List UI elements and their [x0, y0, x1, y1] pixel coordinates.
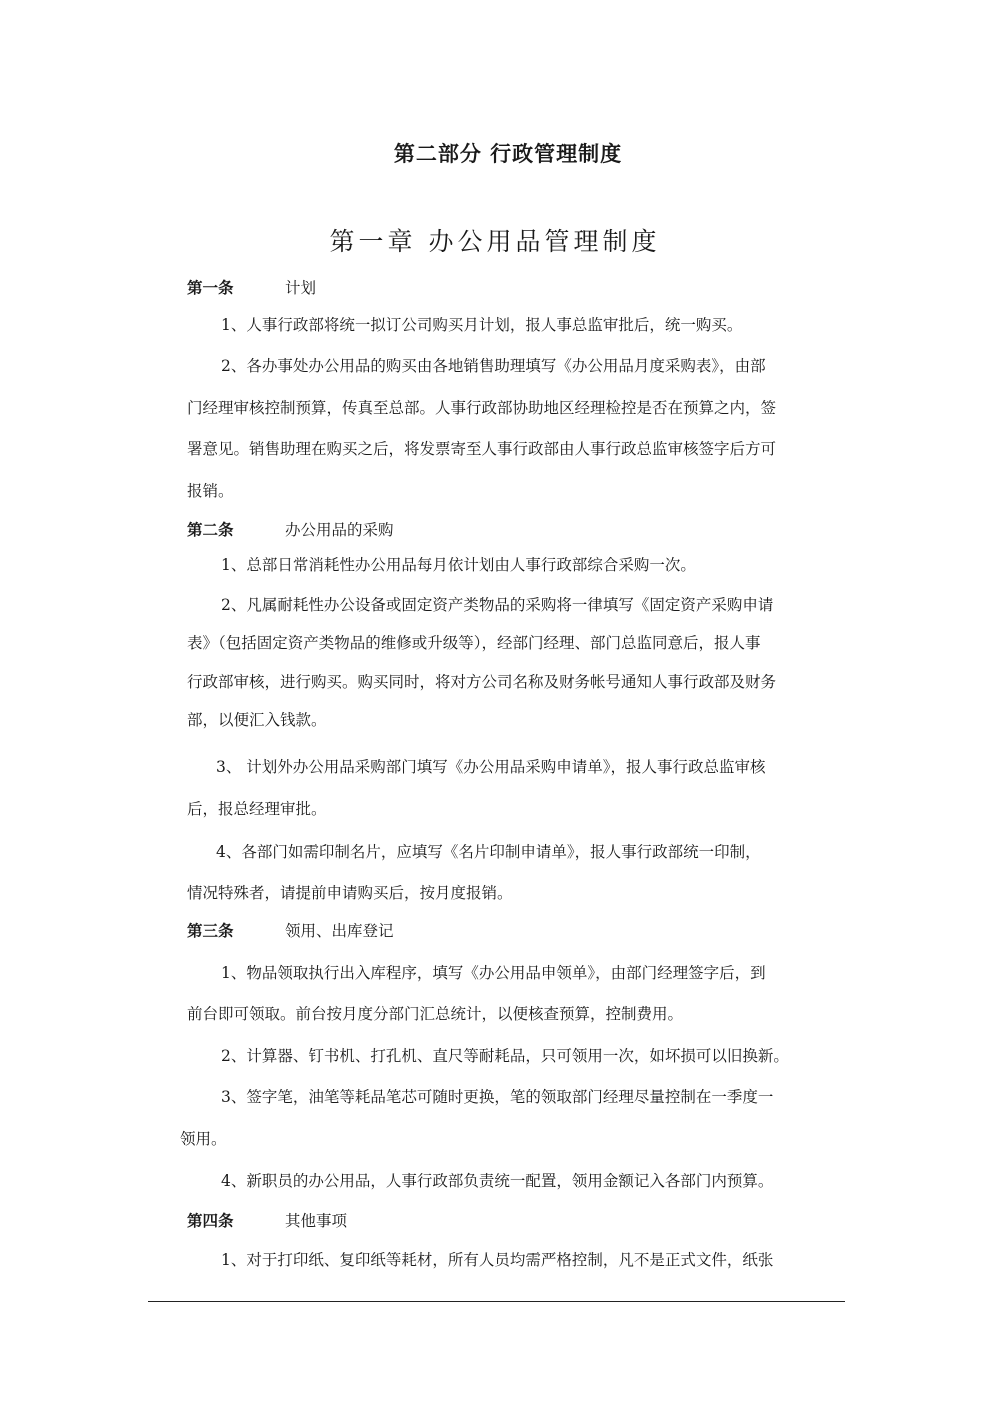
body-line: 2、凡属耐耗性办公设备或固定资产类物品的采购将一律填写《固定资产采购申请 — [221, 596, 774, 614]
body-line: 3、 计划外办公用品采购部门填写《办公用品采购申请单》，报人事行政总监审核 — [216, 758, 766, 776]
body-line: 情况特殊者，请提前申请购买后，按月度报销。 — [187, 884, 513, 902]
article-number: 第一条 — [187, 278, 234, 297]
body-line: 后，报总经理审批。 — [187, 800, 327, 818]
article-title: 领用、出库登记 — [285, 922, 394, 940]
article-number: 第四条 — [187, 1211, 234, 1230]
article-number: 第二条 — [187, 520, 234, 539]
article-title: 计划 — [285, 279, 317, 297]
article-title: 其他事项 — [285, 1212, 348, 1230]
body-line: 行政部审核，进行购买。购买同时，将对方公司名称及财务帐号通知人事行政部及财务 — [187, 673, 777, 691]
body-line: 4、各部门如需印制名片，应填写《名片印制申请单》，报人事行政部统一印制， — [216, 843, 761, 861]
body-line: 前台即可领取。前台按月度分部门汇总统计，以便核查预算，控制费用。 — [187, 1005, 684, 1023]
part-title: 第二部分 行政管理制度 — [393, 142, 623, 166]
article-title: 办公用品的采购 — [285, 521, 394, 539]
body-line: 1、对于打印纸、复印纸等耗材，所有人员均需严格控制，凡不是正式文件，纸张 — [221, 1251, 774, 1269]
body-line: 4、新职员的办公用品，人事行政部负责统一配置，领用金额记入各部门内预算。 — [221, 1172, 774, 1190]
body-line: 表》（包括固定资产类物品的维修或升级等），经部门经理、部门总监同意后，报人事 — [187, 634, 761, 652]
body-line: 门经理审核控制预算，传真至总部。人事行政部协助地区经理检控是否在预算之内，签 — [187, 399, 777, 417]
body-line: 领用。 — [180, 1130, 227, 1148]
body-line: 1、物品领取执行出入库程序，填写《办公用品申领单》，由部门经理签字后，到 — [221, 964, 766, 982]
chapter-title: 第一章 办公用品管理制度 — [329, 227, 661, 256]
body-line: 署意见。销售助理在购买之后，将发票寄至人事行政部由人事行政总监审核签字后方可 — [187, 440, 777, 458]
body-line: 报销。 — [187, 482, 234, 500]
body-line: 3、签字笔，油笔等耗品笔芯可随时更换，笔的领取部门经理尽量控制在一季度一 — [221, 1088, 774, 1106]
body-line: 部，以便汇入钱款。 — [187, 711, 327, 729]
article-number: 第三条 — [187, 921, 234, 940]
body-line: 1、总部日常消耗性办公用品每月依计划由人事行政部综合采购一次。 — [221, 556, 696, 574]
body-line: 2、各办事处办公用品的购买由各地销售助理填写《办公用品月度采购表》，由部 — [221, 357, 766, 375]
body-line: 1、人事行政部将统一拟订公司购买月计划，报人事总监审批后，统一购买。 — [221, 316, 743, 334]
body-line: 2、计算器、钉书机、打孔机、直尺等耐耗品，只可领用一次，如坏损可以旧换新。 — [221, 1047, 789, 1065]
footer-rule — [148, 1301, 845, 1302]
